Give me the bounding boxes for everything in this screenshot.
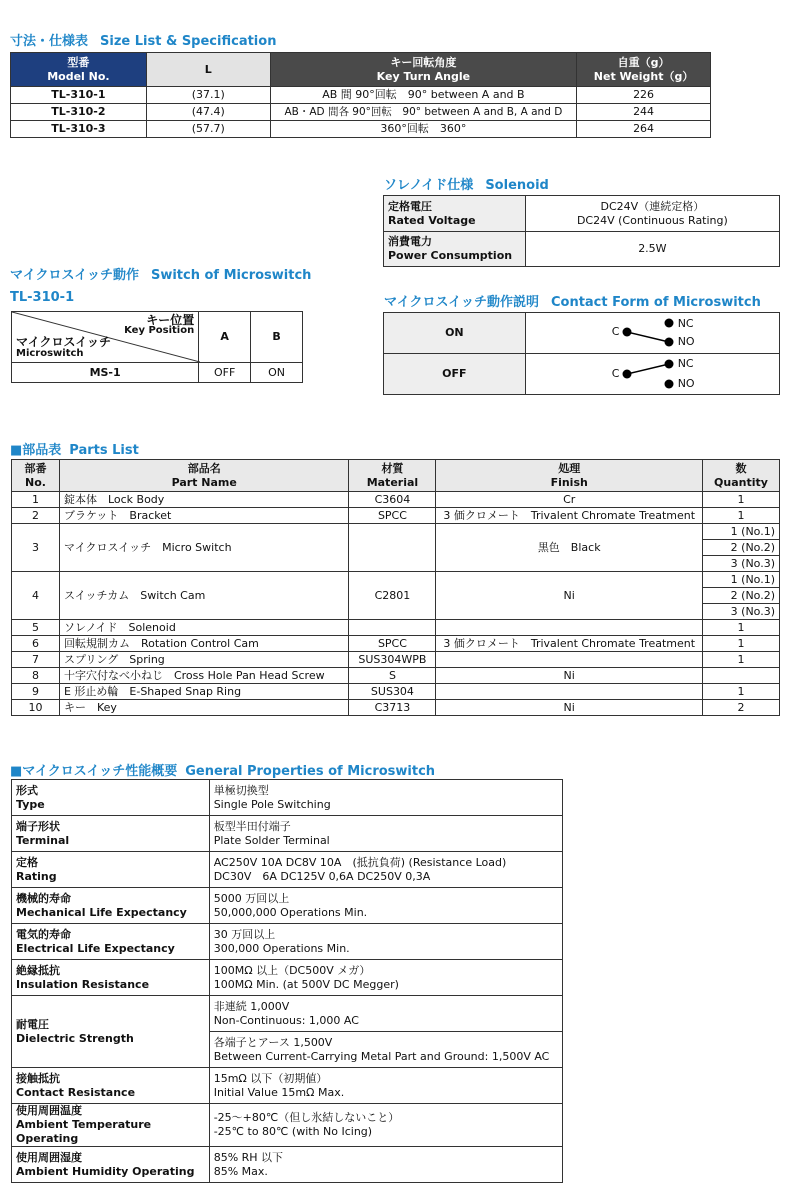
property-label-jp: 絶縁抵抗 [16,963,60,977]
property-label [12,1104,210,1147]
table-row [12,620,780,636]
part-quantity-cell: 1 [702,492,779,508]
parts-body [12,492,780,716]
property-label [12,1147,210,1183]
contact-form-title-jp: マイクロスイッチ動作説明 [384,295,539,310]
l-cell: (47.4) [146,104,270,121]
property-label-en: Mechanical Life Expectancy [16,905,187,919]
part-no-cell: 3 [12,524,60,572]
ms-1-label: MS-1 [12,363,199,383]
property-value [209,960,562,996]
property-value [209,1147,562,1183]
part-name-cell: 錠本体 Lock Body [59,492,349,508]
property-value-line: 85% RH 以下 [213,1150,284,1164]
weight-cell: 226 [577,87,711,104]
rated-voltage-value: DC24V（連続定格） DC24V (Continuous Rating) [525,196,779,232]
weight-cell: 244 [577,104,711,121]
l-cell: (37.1) [146,87,270,104]
part-no-cell: 2 [12,508,60,524]
microswitch-en: Microswitch [16,348,84,359]
part-name-cell: ブラケット Bracket [59,508,349,524]
table-row [12,652,780,668]
table-row [12,960,563,996]
key-position-en: Key Position [124,325,195,336]
table-row [12,700,780,716]
parts-title-jp: ■部品表 [10,443,62,458]
part-quantity-cell: 1 [702,620,779,636]
property-value [209,1068,562,1104]
property-value-line: -25℃ to 80℃ (with No Icing) [213,1125,373,1138]
table-row [12,363,303,383]
part-quantity-cell: 1 (No.1) [702,572,779,588]
switch-op-title [10,264,311,283]
part-no-cell: 4 [12,572,60,620]
property-value-line: 30 万回以上 [213,927,276,941]
property-value [209,1032,562,1068]
parts-title-en: Parts List [69,443,139,458]
contact-off-icon [526,354,686,394]
property-value-line: AC250V 10A DC8V 10A (抵抗負荷) (Resistance Load) [213,855,507,869]
property-value-line: Initial Value 15mΩ Max. [213,1085,345,1099]
no-label: NO [677,335,695,348]
part-quantity-cell: 1 [702,508,779,524]
part-name-cell: キー Key [59,700,349,716]
property-label-en: Ambient Temperature Operating [16,1118,152,1145]
part-name-cell: ソレノイド Solenoid [59,620,349,636]
table-row [12,852,563,888]
property-label-jp: 端子形状 [16,819,60,833]
table-row [384,232,780,267]
table-row [12,780,563,816]
property-label-en: Rating [16,869,57,883]
state-off: OFF [384,354,526,395]
part-quantity-cell: 1 (No.1) [702,524,779,540]
power-consumption-label: 消費電力 Power Consumption [384,232,526,267]
contact-form-title [384,291,761,310]
weight-cell: 264 [577,121,711,138]
part-name-cell: E 形止め輪 E-Shaped Snap Ring [59,684,349,700]
property-label [12,888,210,924]
size-spec-title-en: Size List & Specification [100,34,277,49]
contact-form-table [383,312,780,395]
property-label [12,960,210,996]
part-finish-cell: 3 価クロメート Trivalent Chromate Treatment [436,508,703,524]
property-value [209,996,562,1032]
parts-header-no: 部番 No. [12,460,60,492]
parts-title [10,439,139,458]
angle-cell: 360°回転 360° [270,121,577,138]
part-finish-cell: Ni [436,668,703,684]
switch-op-table [11,311,303,383]
general-title-en: General Properties of Microswitch [185,764,436,779]
model-cell: TL-310-2 [11,104,147,121]
table-row [11,104,711,121]
property-label-en: Insulation Resistance [16,977,150,991]
general-body [12,780,563,1183]
part-quantity-cell: 2 (No.2) [702,540,779,556]
part-no-cell: 7 [12,652,60,668]
part-quantity-cell [702,668,779,684]
table-row [12,1104,563,1147]
property-label-en: Dielectric Strength [16,1031,134,1045]
table-row [12,636,780,652]
property-label-jp: 定格 [16,855,38,869]
size-spec-header-angle: キー回転角度 Key Turn Angle [270,53,577,87]
part-material-cell: C2801 [349,572,436,620]
table-row [384,196,780,232]
property-label [12,816,210,852]
part-material-cell [349,620,436,636]
col-a: A [199,312,251,363]
property-value-line: DC30V 6A DC125V 0,6A DC250V 0,3A [213,869,431,883]
part-finish-cell [436,620,703,636]
property-value [209,780,562,816]
part-no-cell: 8 [12,668,60,684]
rated-voltage-label: 定格電圧 Rated Voltage [384,196,526,232]
part-material-cell: SUS304WPB [349,652,436,668]
part-finish-cell [436,652,703,668]
property-label-jp: 機械的寿命 [16,891,71,905]
general-table [11,779,563,1183]
property-label-en: Terminal [16,833,70,847]
solenoid-table [383,195,780,267]
part-finish-cell: 黒色 Black [436,524,703,572]
power-consumption-value: 2.5W [525,232,779,267]
property-value-line: Between Current-Carrying Metal Part and Ground: 1,500V AC [213,1049,550,1063]
key-position-jp: キー位置 [146,313,195,327]
state-on: ON [384,313,526,354]
switch-op-title-en: Switch of Microswitch [150,268,312,283]
table-row [12,492,780,508]
size-spec-title [10,30,276,49]
angle-cell: AB 間 90°回転 90° between A and B [270,87,577,104]
part-quantity-cell: 2 (No.2) [702,588,779,604]
property-value-line: 50,000,000 Operations Min. [213,905,368,919]
contact-diagram-on [525,313,779,354]
part-name-cell: スイッチカム Switch Cam [59,572,349,620]
part-material-cell: SUS304 [349,684,436,700]
part-quantity-cell: 3 (No.3) [702,556,779,572]
parts-header-finish: 処理 Finish [436,460,703,492]
table-row [12,668,780,684]
property-value-line: Non-Continuous: 1,000 AC [213,1013,359,1027]
part-material-cell: SPCC [349,508,436,524]
property-label-en: Type [16,797,45,811]
property-value-line: -25～+80℃（但し氷結しないこと） [213,1111,400,1124]
table-row [12,924,563,960]
table-row [384,354,780,395]
part-finish-cell: Cr [436,492,703,508]
property-value-line: 15mΩ 以下（初期値） [213,1071,328,1085]
property-label [12,924,210,960]
part-material-cell: SPCC [349,636,436,652]
part-quantity-cell: 1 [702,652,779,668]
size-spec-header-weight: 自重（g） Net Weight（g） [577,53,711,87]
nc-label: NC [677,357,694,370]
part-quantity-cell: 2 [702,700,779,716]
part-no-cell: 9 [12,684,60,700]
contact-form-title-en: Contact Form of Microswitch [550,295,761,310]
part-name-cell: スプリング Spring [59,652,349,668]
table-row [12,572,780,588]
property-label-jp: 形式 [16,783,38,797]
table-row [12,996,563,1032]
table-row [12,684,780,700]
property-label [12,780,210,816]
part-name-cell: マイクロスイッチ Micro Switch [59,524,349,572]
parts-table [11,459,780,716]
part-finish-cell [436,684,703,700]
table-row [384,313,780,354]
property-value-line: 85% Max. [213,1164,268,1178]
table-row [12,508,780,524]
table-row [11,121,711,138]
angle-cell: AB・AD 間各 90°回転 90° between A and B, A and D [270,104,577,121]
property-label-jp: 電気的寿命 [16,927,71,941]
part-no-cell: 10 [12,700,60,716]
parts-header-material: 材質 Material [349,460,436,492]
parts-header-quantity: 数 Quantity [702,460,779,492]
contact-diagram-off [525,354,779,395]
parts-header-name: 部品名 Part Name [59,460,349,492]
solenoid-title-jp: ソレノイド仕様 [384,178,474,193]
property-label-en: Electrical Life Expectancy [16,941,175,955]
part-finish-cell: Ni [436,572,703,620]
val-a: OFF [199,363,251,383]
switch-op-diag-header [12,312,199,363]
model-cell: TL-310-1 [11,87,147,104]
l-cell: (57.7) [146,121,270,138]
property-value-line: Plate Solder Terminal [213,833,330,847]
property-value-line: 300,000 Operations Min. [213,941,350,955]
property-label-jp: 接触抵抗 [16,1071,60,1085]
property-value [209,1104,562,1147]
part-name-cell: 回転規制カム Rotation Control Cam [59,636,349,652]
col-b: B [251,312,303,363]
nc-label: NC [677,317,694,330]
model-cell: TL-310-3 [11,121,147,138]
table-row [12,524,780,540]
part-material-cell: C3604 [349,492,436,508]
table-row [12,1147,563,1183]
table-row [12,816,563,852]
part-quantity-cell: 1 [702,636,779,652]
size-spec-header-model: 型番 Model No. [11,53,147,87]
part-finish-cell: 3 価クロメート Trivalent Chromate Treatment [436,636,703,652]
part-no-cell: 6 [12,636,60,652]
property-value [209,816,562,852]
size-spec-title-jp: 寸法・仕様表 [10,34,89,49]
part-material-cell [349,524,436,572]
property-value-line: 非連続 1,000V [213,999,290,1013]
val-b: ON [251,363,303,383]
c-label: C [611,367,620,380]
part-no-cell: 1 [12,492,60,508]
size-spec-header-l: L [146,53,270,87]
part-no-cell: 5 [12,620,60,636]
table-row [12,1068,563,1104]
part-quantity-cell: 3 (No.3) [702,604,779,620]
general-title-jp: ■マイクロスイッチ性能概要 [10,764,178,779]
solenoid-title-en: Solenoid [485,178,549,193]
microswitch-jp: マイクロスイッチ [16,335,112,349]
property-value-line: Single Pole Switching [213,797,331,811]
part-quantity-cell: 1 [702,684,779,700]
no-label: NO [677,377,695,390]
property-label-jp: 耐電圧 [16,1017,49,1031]
property-label-jp: 使用周囲湿度 [16,1150,82,1164]
part-finish-cell: Ni [436,700,703,716]
c-label: C [611,325,620,338]
property-label [12,852,210,888]
table-row [11,87,711,104]
property-label-en: Contact Resistance [16,1085,136,1099]
property-value-line: 100MΩ 以上（DC500V メガ） [213,963,371,977]
part-material-cell: S [349,668,436,684]
property-value [209,888,562,924]
part-name-cell: 十字穴付なべ小ねじ Cross Hole Pan Head Screw [59,668,349,684]
part-material-cell: C3713 [349,700,436,716]
property-value-line: 板型半田付端子 [213,819,291,833]
switch-op-title-jp: マイクロスイッチ動作 [10,268,139,283]
property-value-line: 単極切換型 [213,783,269,797]
property-value-line: 各端子とアース 1,500V [213,1035,333,1049]
switch-op-model: TL-310-1 [10,290,75,305]
property-label-jp: 使用周囲温度 [16,1104,82,1117]
property-value-line: 100MΩ Min. (at 500V DC Megger) [213,977,399,991]
property-label-en: Ambient Humidity Operating [16,1164,195,1178]
table-row [12,888,563,924]
property-value-line: 5000 万回以上 [213,891,290,905]
general-title [10,760,435,779]
size-spec-table [10,52,711,138]
property-value [209,852,562,888]
property-value [209,924,562,960]
property-label [12,996,210,1068]
solenoid-title [384,174,549,193]
contact-on-icon [526,313,686,353]
property-label [12,1068,210,1104]
